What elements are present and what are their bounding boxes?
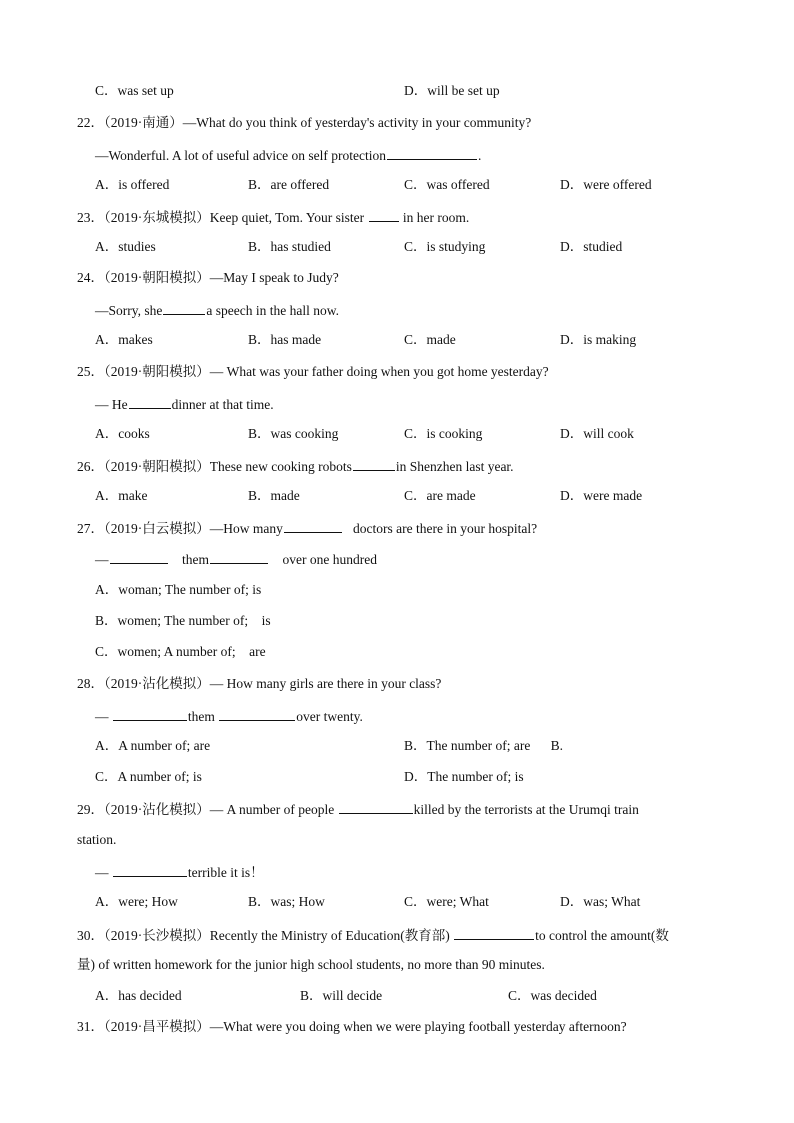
answer-blank — [110, 549, 168, 564]
question-22-answer-line — [95, 145, 481, 165]
text: — — [95, 709, 109, 724]
text: in her room. — [402, 210, 470, 225]
text: —Sorry, she — [95, 303, 163, 318]
text: 27．（2019·白云模拟）—How many — [77, 521, 283, 536]
text: — — [95, 865, 109, 880]
question-24-answer-line — [95, 300, 339, 320]
answer-blank — [113, 862, 187, 877]
option-c: C．is cooking — [404, 426, 483, 441]
option-b: B．are offered — [248, 177, 330, 192]
option-d: D．The number of; is — [404, 769, 524, 784]
option-c: C．was set up — [95, 83, 174, 98]
text: in Shenzhen last year. — [395, 459, 514, 474]
question-29-answer-line — [95, 862, 264, 882]
text: 30．（2019·长沙模拟）Recently the Ministry of Education(教育部) — [77, 928, 450, 943]
option-a: A．were; How — [95, 894, 178, 909]
option-d: D．were made — [560, 488, 643, 503]
option-c: C．women; A number of; are — [95, 644, 266, 659]
option-b: B．will decide — [300, 988, 383, 1003]
question-30-stem-cont: 量) of written homework for the junior high school students, no more than 90 minutes. — [77, 957, 545, 972]
option-a: A．make — [95, 488, 148, 503]
text: 26．（2019·朝阳模拟）These new cooking robots — [77, 459, 352, 474]
option-d: D．was; What — [560, 894, 641, 909]
option-d: D．studied — [560, 239, 623, 254]
text: —Wonderful. A lot of useful advice on self protection — [95, 148, 386, 163]
question-26-stem — [77, 456, 514, 476]
answer-blank — [454, 925, 534, 940]
question-22-stem: 22．（2019·南通）—What do you think of yesterday's activity in your community? — [77, 115, 532, 130]
text: — — [95, 552, 109, 567]
option-d: D．will cook — [560, 426, 634, 441]
answer-blank — [284, 518, 342, 533]
option-c: C．is studying — [404, 239, 486, 254]
question-27-stem — [77, 518, 537, 538]
text: killed by the terrorists at the Urumqi train — [413, 802, 639, 817]
option-a: A．makes — [95, 332, 153, 347]
question-27-answer-line — [95, 549, 377, 569]
answer-blank — [369, 207, 399, 222]
text: over twenty. — [296, 709, 363, 724]
option-d: D．is making — [560, 332, 637, 347]
question-29-stem — [77, 799, 639, 819]
text: them — [182, 552, 209, 567]
answer-blank — [219, 706, 295, 721]
option-b: B．has made — [248, 332, 322, 347]
text: terrible it is！ — [187, 865, 264, 880]
option-a: A．A number of; are — [95, 738, 211, 753]
text: — He — [95, 397, 128, 412]
text: 29．（2019·沾化模拟）— A number of people — [77, 802, 335, 817]
option-c: C．were; What — [404, 894, 489, 909]
text: . — [477, 148, 482, 163]
question-24-stem: 24．（2019·朝阳模拟）—May I speak to Judy? — [77, 270, 339, 285]
option-a: A．studies — [95, 239, 156, 254]
text: a speech in the hall now. — [206, 303, 339, 318]
option-a: A．woman; The number of; is — [95, 582, 262, 597]
option-b: B．The number of; are B. — [404, 738, 563, 753]
option-c: C．A number of; is — [95, 769, 202, 784]
option-b: B．made — [248, 488, 300, 503]
answer-blank — [210, 549, 268, 564]
option-a: A．has decided — [95, 988, 182, 1003]
answer-blank — [129, 394, 171, 409]
option-b: B．has studied — [248, 239, 331, 254]
option-a: A．is offered — [95, 177, 170, 192]
option-c: C．was offered — [404, 177, 490, 192]
question-25-answer-line — [95, 394, 274, 414]
answer-blank — [339, 799, 413, 814]
question-29-stem-cont: station. — [77, 832, 117, 847]
answer-blank — [387, 145, 477, 160]
text: them — [187, 709, 215, 724]
option-c: C．was decided — [508, 988, 597, 1003]
text: 23．（2019·东城模拟）Keep quiet, Tom. Your sister — [77, 210, 365, 225]
text: doctors are there in your hospital? — [353, 521, 538, 536]
option-d: D．will be set up — [404, 83, 500, 98]
answer-blank — [353, 456, 395, 471]
text: to control the amount(数 — [535, 928, 669, 943]
question-28-answer-line — [95, 706, 363, 726]
answer-blank — [113, 706, 187, 721]
answer-blank — [163, 300, 205, 315]
option-a: A．cooks — [95, 426, 150, 441]
option-b: B．was; How — [248, 894, 325, 909]
text: over one hundred — [282, 552, 377, 567]
question-23-stem — [77, 207, 469, 227]
question-31-stem: 31．（2019·昌平模拟）—What were you doing when we were playing football yesterday afternoon? — [77, 1019, 627, 1034]
option-b: B．women; The number of; is — [95, 613, 271, 628]
option-b: B．was cooking — [248, 426, 339, 441]
option-c: C．are made — [404, 488, 476, 503]
text: dinner at that time. — [171, 397, 274, 412]
question-30-stem — [77, 925, 669, 945]
option-c: C．made — [404, 332, 456, 347]
question-25-stem: 25．（2019·朝阳模拟）— What was your father doing when you got home yesterday? — [77, 364, 549, 379]
option-d: D．were offered — [560, 177, 652, 192]
question-28-stem: 28．（2019·沾化模拟）— How many girls are there in your class? — [77, 676, 442, 691]
